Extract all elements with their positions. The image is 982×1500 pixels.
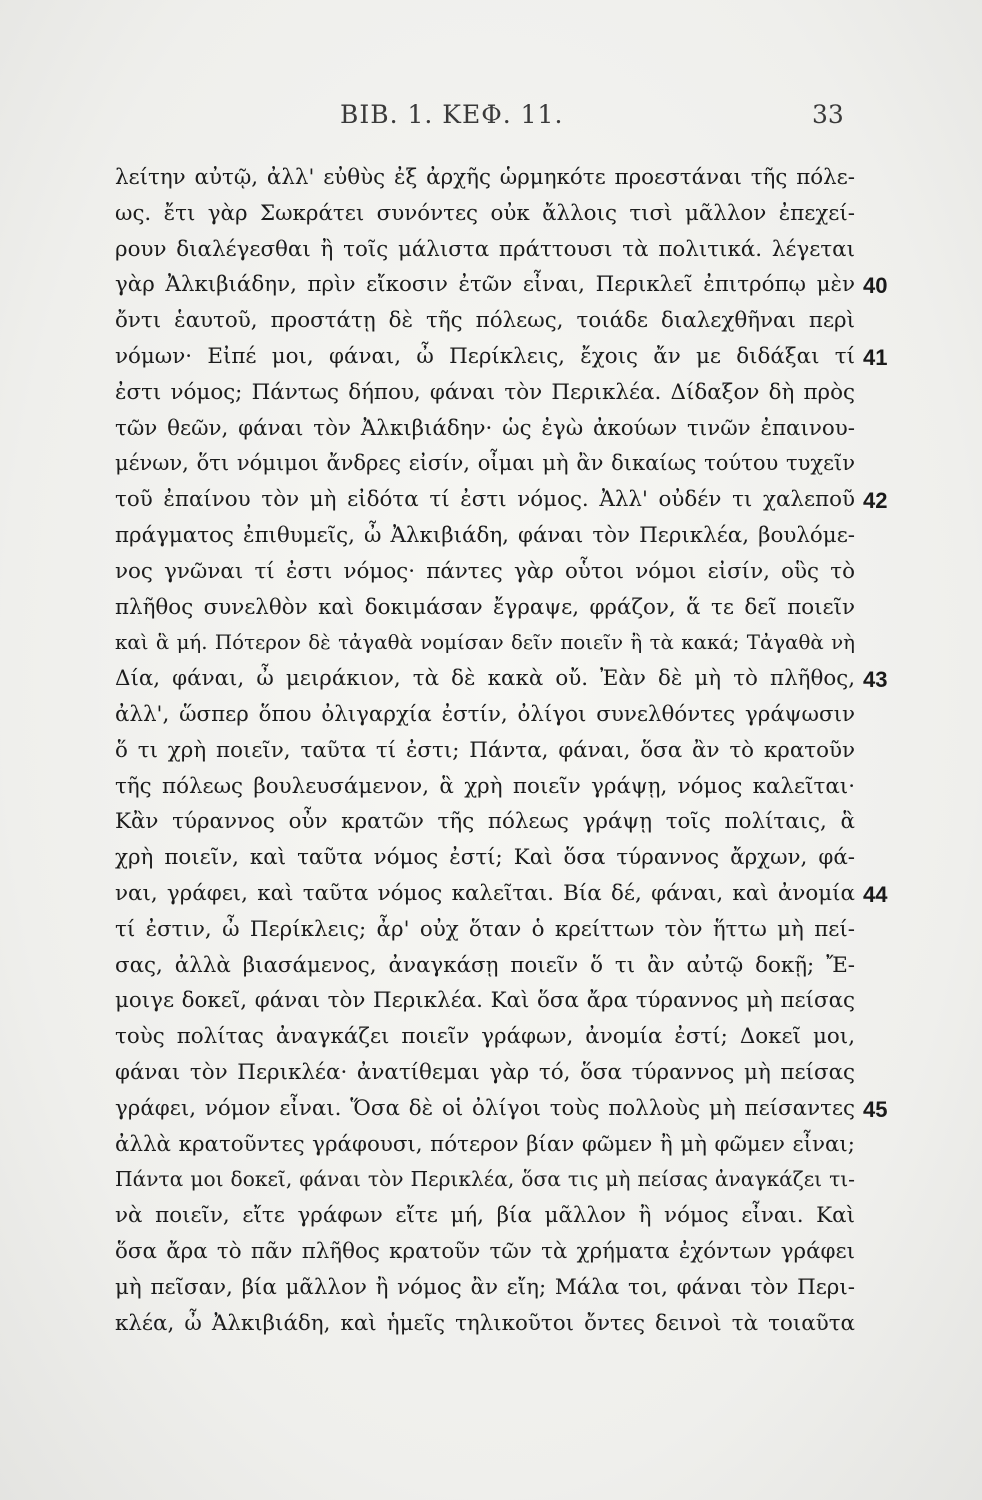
text-line: τοῦ ἐπαίνου τὸν μὴ εἰδότα τί ἐστι νόμος. Ἀλλ' οὐδέν τι χαλεποῦ [115, 487, 855, 513]
text-line: ἀλλὰ κρατοῦντες γράφουσι, πότερον βίαν φῶμεν ἢ μὴ φῶμεν εἶναι; [115, 1131, 855, 1157]
text-line: ὄντι ἑαυτοῦ, προστάτῃ δὲ τῆς πόλεως, τοιάδε διαλεχθῆναι περὶ [115, 308, 855, 334]
text-line: μοιγε δοκεῖ, φάναι τὸν Περικλέα. Καὶ ὅσα ἄρα τύραννος μὴ πείσας [115, 988, 855, 1014]
text-line: ρουν διαλέγεσθαι ἢ τοῖς μάλιστα πράττουσι τὰ πολιτικά. λέγεται [115, 236, 855, 262]
section-number: 44 [863, 882, 888, 907]
text-line: Πάντα μοι δοκεῖ, φάναι τὸν Περικλέα, ὅσα τις μὴ πείσας ἀναγκάζει τι- [115, 1167, 855, 1192]
body-text [115, 160, 855, 1341]
section-number: 43 [863, 667, 888, 693]
text-line: γράφει, νόμον εἶναι. Ὅσα δὲ οἱ ὀλίγοι τοὺς πολλοὺς μὴ πείσαντες [115, 1095, 855, 1121]
section-number: 42 [863, 488, 888, 514]
text-line: νόμων· Εἰπέ μοι, φάναι, ὦ Περίκλεις, ἔχοις ἄν με διδάξαι τί [115, 343, 855, 369]
text-line: τοὺς πολίτας ἀναγκάζει ποιεῖν γράφων, ἀνομία ἐστί; Δοκεῖ μοι, [115, 1024, 855, 1050]
text-line: καὶ ἃ μή. Πότερον δὲ τἀγαθὰ νομίσαν δεῖν ποιεῖν ἢ τὰ κακά; Τἀγαθὰ νὴ [115, 631, 855, 655]
text-line: ναι, γράφει, καὶ ταῦτα νόμος καλεῖται. Βία δέ, φάναι, καὶ ἀνομία [115, 880, 855, 906]
text-line: λείτην αὐτῷ, ἀλλ' εὐθὺς ἐξ ἀρχῆς ὡρμηκότε προεστάναι τῆς πόλε- [115, 165, 855, 190]
section-number: 40 [863, 273, 888, 299]
text-line: τί ἐστιν, ὦ Περίκλεις; ἆρ' οὐχ ὅταν ὁ κρείττων τὸν ἥττω μὴ πεί- [115, 916, 855, 942]
text-line: νὰ ποιεῖν, εἴτε γράφων εἴτε μή, βία μᾶλλον ἢ νόμος εἶναι. Καὶ [115, 1203, 855, 1229]
text-line: Κἂν τύραννος οὖν κρατῶν τῆς πόλεως γράψῃ τοῖς πολίταις, ἃ [115, 809, 855, 835]
text-line: ως. ἔτι γὰρ Σωκράτει συνόντες οὐκ ἄλλοις τισὶ μᾶλλον ἐπεχεί- [115, 200, 855, 226]
text-line: κλέα, ὦ Ἀλκιβιάδη, καὶ ἡμεῖς τηλικοῦτοι ὄντες δεινοὶ τὰ τοιαῦτα [115, 1310, 855, 1336]
section-number: 41 [863, 345, 888, 370]
text-line: ὅ τι χρὴ ποιεῖν, ταῦτα τί ἐστι; Πάντα, φάναι, ὅσα ἂν τὸ κρατοῦν [115, 737, 855, 763]
text-line: νος γνῶναι τί ἐστι νόμος· πάντες γὰρ οὗτοι νόμοι εἰσίν, οὓς τὸ [115, 558, 855, 584]
text-line: μὴ πεῖσαν, βία μᾶλλον ἢ νόμος ἂν εἴη; Μάλα τοι, φάναι τὸν Περι- [115, 1274, 855, 1300]
text-line: ἀλλ', ὥσπερ ὅπου ὀλιγαρχία ἐστίν, ὀλίγοι συνελθόντες γράψωσιν [115, 701, 855, 727]
text-line: μένων, ὅτι νόμιμοι ἄνδρες εἰσίν, οἶμαι μὴ ἂν δικαίως τούτου τυχεῖν [115, 451, 855, 476]
running-head: ΒΙΒ. 1. ΚΕΦ. 11. [340, 100, 564, 129]
text-line: γὰρ Ἀλκιβιάδην, πρὶν εἴκοσιν ἐτῶν εἶναι, Περικλεῖ ἐπιτρόπῳ μὲν [115, 272, 855, 298]
text-line: φάναι τὸν Περικλέα· ἀνατίθεμαι γὰρ τό, ὅσα τύραννος μὴ πείσας [115, 1059, 855, 1085]
text-line: ὅσα ἄρα τὸ πᾶν πλῆθος κρατοῦν τῶν τὰ χρήματα ἐχόντων γράφει [115, 1238, 855, 1264]
text-line: πλῆθος συνελθὸν καὶ δοκιμάσαν ἔγραψε, φράζον, ἅ τε δεῖ ποιεῖν [115, 594, 855, 620]
text-line: τῶν θεῶν, φάναι τὸν Ἀλκιβιάδην· ὡς ἐγὼ ἀκούων τινῶν ἐπαινου- [115, 415, 855, 441]
section-number: 45 [863, 1096, 888, 1122]
text-line: ἐστι νόμος; Πάντως δήπου, φάναι τὸν Περικλέα. Δίδαξον δὴ πρὸς [115, 379, 855, 405]
text-line: τῆς πόλεως βουλευσάμενον, ἃ χρὴ ποιεῖν γράψῃ, νόμος καλεῖται· [115, 773, 855, 799]
text-line: πράγματος ἐπιθυμεῖς, ὦ Ἀλκιβιάδη, φάναι τὸν Περικλέα, βουλόμε- [115, 522, 855, 548]
text-line: χρὴ ποιεῖν, καὶ ταῦτα νόμος ἐστί; Καὶ ὅσα τύραννος ἄρχων, φά- [115, 845, 855, 871]
page-number: 33 [812, 100, 844, 129]
text-line: Δία, φάναι, ὦ μειράκιον, τὰ δὲ κακὰ οὔ. Ἐὰν δὲ μὴ τὸ πλῆθος, [115, 666, 855, 692]
text-line: σας, ἀλλὰ βιασάμενος, ἀναγκάσῃ ποιεῖν ὅ τι ἂν αὐτῷ δοκῇ; Ἔ- [115, 952, 855, 978]
